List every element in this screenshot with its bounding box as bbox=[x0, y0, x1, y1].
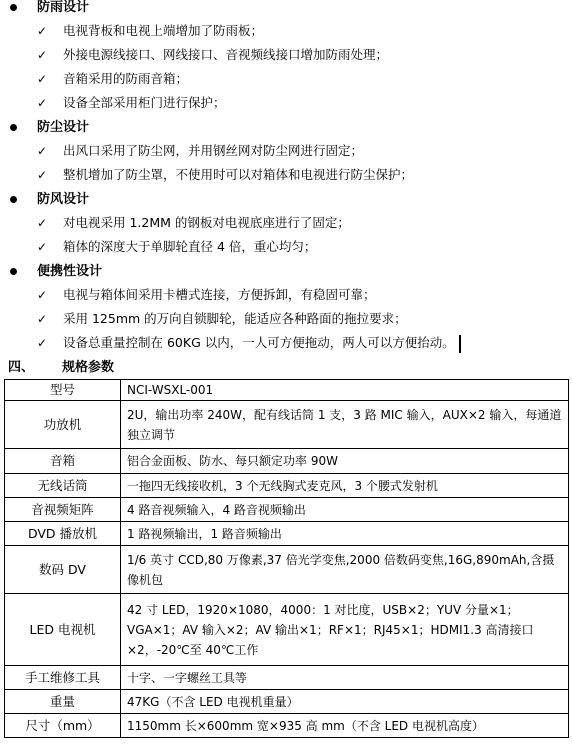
table-row: DVD 播放机 1 路视频输出，1 路音频输出 bbox=[5, 522, 569, 546]
bullet-icon bbox=[10, 268, 17, 275]
table-row: 型号 NCI-WSXL-001 bbox=[5, 380, 569, 401]
check-icon: ✓ bbox=[37, 72, 48, 86]
bullet-icon bbox=[10, 124, 17, 131]
bullet-icon bbox=[10, 4, 17, 11]
table-row: 音箱 铝合金面板、防水、每只额定功率 90W bbox=[5, 449, 569, 474]
check-icon: ✓ bbox=[37, 96, 48, 110]
spec-table bbox=[4, 379, 569, 738]
table-row: 音视频矩阵 4 路音视频输入，4 路音视频输出 bbox=[5, 498, 569, 522]
check-icon: ✓ bbox=[37, 144, 48, 158]
check-icon: ✓ bbox=[37, 336, 48, 350]
text-cursor bbox=[459, 335, 461, 353]
table-row: 数码 DV 1/6 英寸 CCD,80 万像素,37 倍光学变焦,2000 倍数码变焦,16G,890mAh,含摄像机包 bbox=[5, 546, 569, 594]
table-row: 无线话筒 一拖四无线接收机，3 个无线胸式麦克风，3 个腰式发射机 bbox=[5, 474, 569, 498]
table-row: LED 电视机 42 寸 LED，1920×1080，4000：1 对比度，USB×2；YUV 分量×1；VGA×1；AV 输入×2；AV 输出×1；RF×1；RJ45×1；HDMI1.3 高清接口×2，-20℃至 40℃工作 bbox=[5, 594, 569, 666]
check-icon: ✓ bbox=[37, 288, 48, 302]
check-icon: ✓ bbox=[37, 48, 48, 62]
check-icon: ✓ bbox=[37, 216, 48, 230]
check-icon: ✓ bbox=[37, 168, 48, 182]
bullet-icon bbox=[10, 196, 17, 203]
table-row: 重量 47KG（不含 LED 电视机重量） bbox=[5, 690, 569, 714]
check-icon: ✓ bbox=[37, 312, 48, 326]
table-row: 功放机 2U，输出功率 240W，配有线话筒 1 支，3 路 MIC 输入，AUX×2 输入，每通道独立调节 bbox=[5, 401, 569, 449]
table-row: 尺寸（mm） 1150mm 长×600mm 宽×935 高 mm（不含 LED 电视机高度） bbox=[5, 714, 569, 738]
check-icon: ✓ bbox=[37, 24, 48, 38]
table-row: 手工维修工具 十字、一字螺丝工具等 bbox=[5, 666, 569, 690]
check-icon: ✓ bbox=[37, 240, 48, 254]
